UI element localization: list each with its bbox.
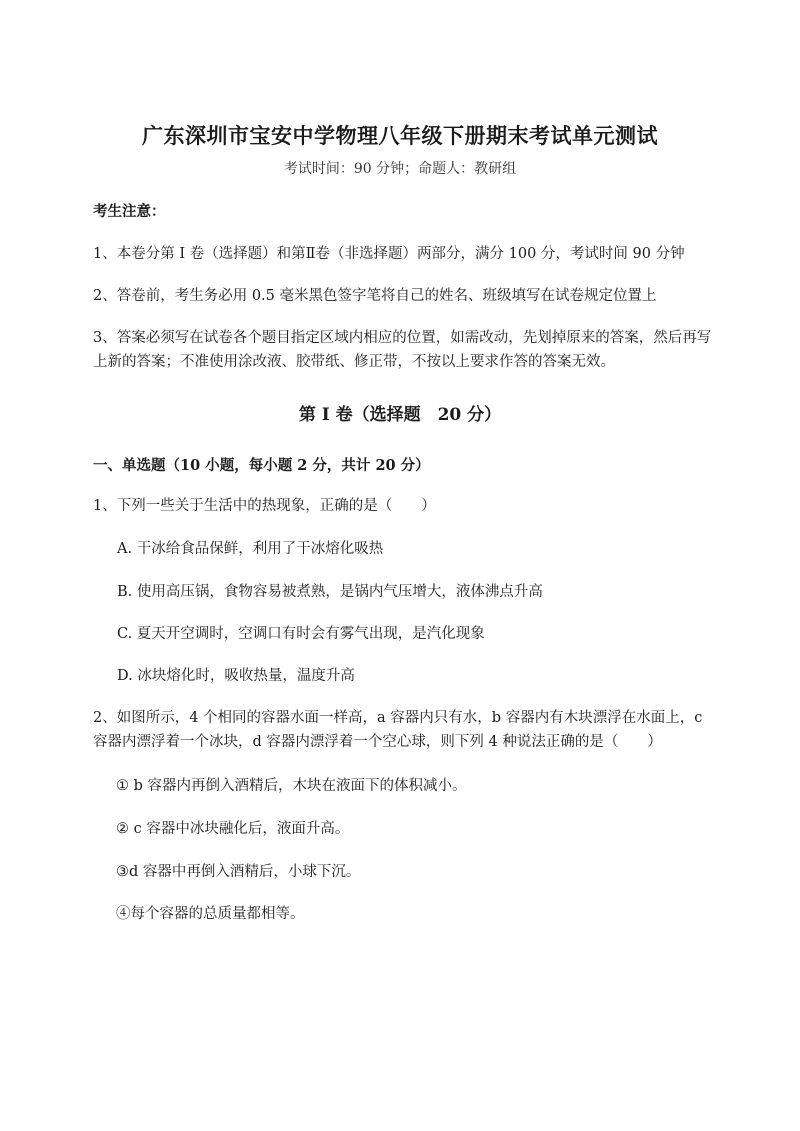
exam-subtitle: 考试时间：90 分钟；命题人：教研组 [283, 161, 517, 177]
question-1-option-b: B. 使用高压锅，食物容易被煮熟，是锅内气压增大，液体沸点升高 [117, 584, 543, 600]
question-2-stem: 2、如图所示，4 个相同的容器水面一样高，a 容器内只有水，b 容器内有木块漂浮在水面上，c 容器内漂浮着一个冰块，d 容器内漂浮着一个空心球，则下列 4 种说法正确的是（ ） [93, 710, 703, 750]
question-1-option-a: A. 干冰给食品保鲜，利用了干冰熔化吸热 [117, 541, 384, 557]
notice-item-1: 1、本卷分第 I 卷（选择题）和第Ⅱ卷（非选择题）两部分，满分 100 分，考试时间 90 分钟 [93, 246, 685, 262]
notice-item-3: 3、答案必须写在试卷各个题目指定区域内相应的位置，如需改动，先划掉原来的答案，然后再写上新的答案；不准使用涂改液、胶带纸、修正带，不按以上要求作答的答案无效。 [93, 330, 712, 370]
question-1-option-c: C. 夏天开空调时，空调口有时会有雾气出现，是汽化现象 [117, 626, 485, 642]
notice-item-2: 2、答卷前，考生务必用 0.5 毫米黑色签字笔将自己的姓名、班级填写在试卷规定位置上 [93, 288, 657, 304]
question-2-statement-2: ② c 容器中冰块融化后，液面升高。 [116, 821, 350, 837]
question-2-statement-4: ④每个容器的总质量都相等。 [116, 906, 305, 922]
question-2-statement-1: ① b 容器内再倒入酒精后，木块在液面下的体积减小。 [116, 778, 467, 794]
question-2-statement-3: ③d 容器中再倒入酒精后，小球下沉。 [116, 864, 361, 880]
question-1-option-d: D. 冰块熔化时，吸收热量，温度升高 [117, 668, 355, 684]
question-1-stem: 1、下列一些关于生活中的热现象，正确的是（ ） [93, 498, 436, 514]
exam-title: 广东深圳市宝安中学物理八年级下册期末考试单元测试 [142, 123, 658, 148]
section-title: 第 I 卷（选择题 20 分） [298, 405, 502, 425]
notice-heading: 考生注意： [93, 203, 166, 220]
part-heading: 一、单选题（10 小题，每小题 2 分，共计 20 分） [93, 457, 430, 474]
